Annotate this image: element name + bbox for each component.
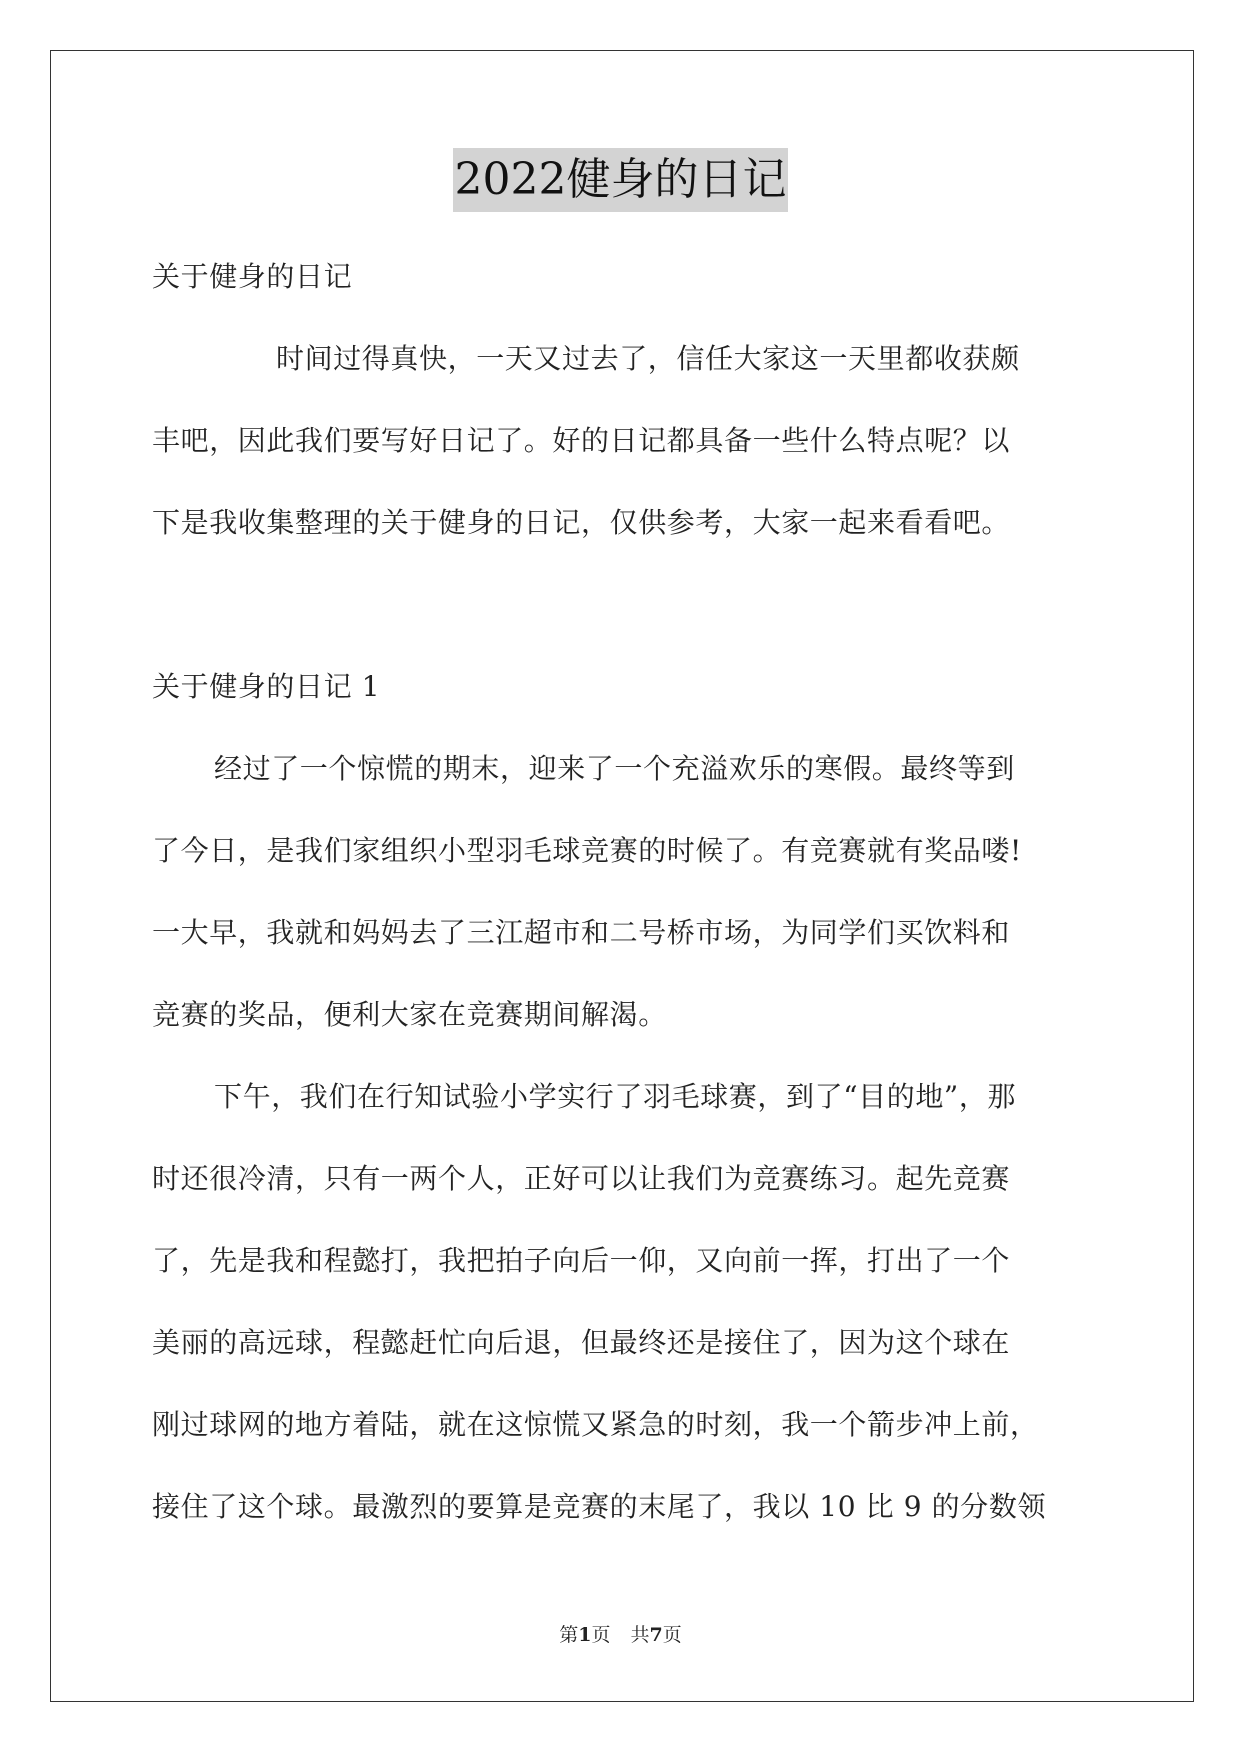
- paragraph-line: 刚过球网的地方着陆，就在这惊慌又紧急的时刻，我一个箭步冲上前，: [152, 1408, 1039, 1441]
- page-footer: [0, 1620, 1241, 1647]
- section-heading: 关于健身的日记 1: [152, 670, 381, 703]
- footer-total-suffix: 页: [662, 1624, 682, 1646]
- paragraph-line: 了，先是我和程懿打，我把拍子向后一仰，又向前一挥，打出了一个: [152, 1244, 1011, 1277]
- footer-page-suffix: 页: [591, 1624, 611, 1646]
- paragraph-line: 接住了这个球。最激烈的要算是竞赛的末尾了，我以 10 比 9 的分数领: [152, 1490, 1047, 1523]
- paragraph-line: 了今日，是我们家组织小型羽毛球竞赛的时候了。有竞赛就有奖品喽!: [152, 834, 1022, 867]
- intro-line: 时间过得真快，一天又过去了，信任大家这一天里都收获颇: [276, 342, 1020, 375]
- paragraph-line: 时还很冷清，只有一两个人，正好可以让我们为竞赛练习。起先竞赛: [152, 1162, 1011, 1195]
- paragraph-line: 一大早，我就和妈妈去了三江超市和二号桥市场，为同学们买饮料和: [152, 916, 1011, 949]
- intro-line: 下是我收集整理的关于健身的日记，仅供参考，大家一起来看看吧。: [152, 506, 1011, 539]
- paragraph-line: 美丽的高远球，程懿赶忙向后退，但最终还是接住了，因为这个球在: [152, 1326, 1011, 1359]
- paragraph-line: 经过了一个惊慌的期末，迎来了一个充溢欢乐的寒假。最终等到: [214, 752, 1015, 785]
- footer-prefix: 第: [559, 1624, 579, 1646]
- blank-line: [152, 580, 1092, 662]
- footer-total-pages: 7: [649, 1624, 663, 1646]
- title-container: [0, 148, 1241, 212]
- document-title: 2022健身的日记: [453, 148, 789, 212]
- footer-total-prefix: 共: [630, 1624, 650, 1646]
- document-body: [152, 252, 1092, 1564]
- paragraph-line: 下午，我们在行知试验小学实行了羽毛球赛，到了“目的地”，那: [214, 1080, 1017, 1113]
- intro-line: 丰吧，因此我们要写好日记了。好的日记都具备一些什么特点呢？以: [152, 424, 1011, 457]
- subtitle: 关于健身的日记: [152, 260, 353, 293]
- footer-page-number: 1: [578, 1624, 592, 1646]
- paragraph-line: 竞赛的奖品，便利大家在竞赛期间解渴。: [152, 998, 667, 1031]
